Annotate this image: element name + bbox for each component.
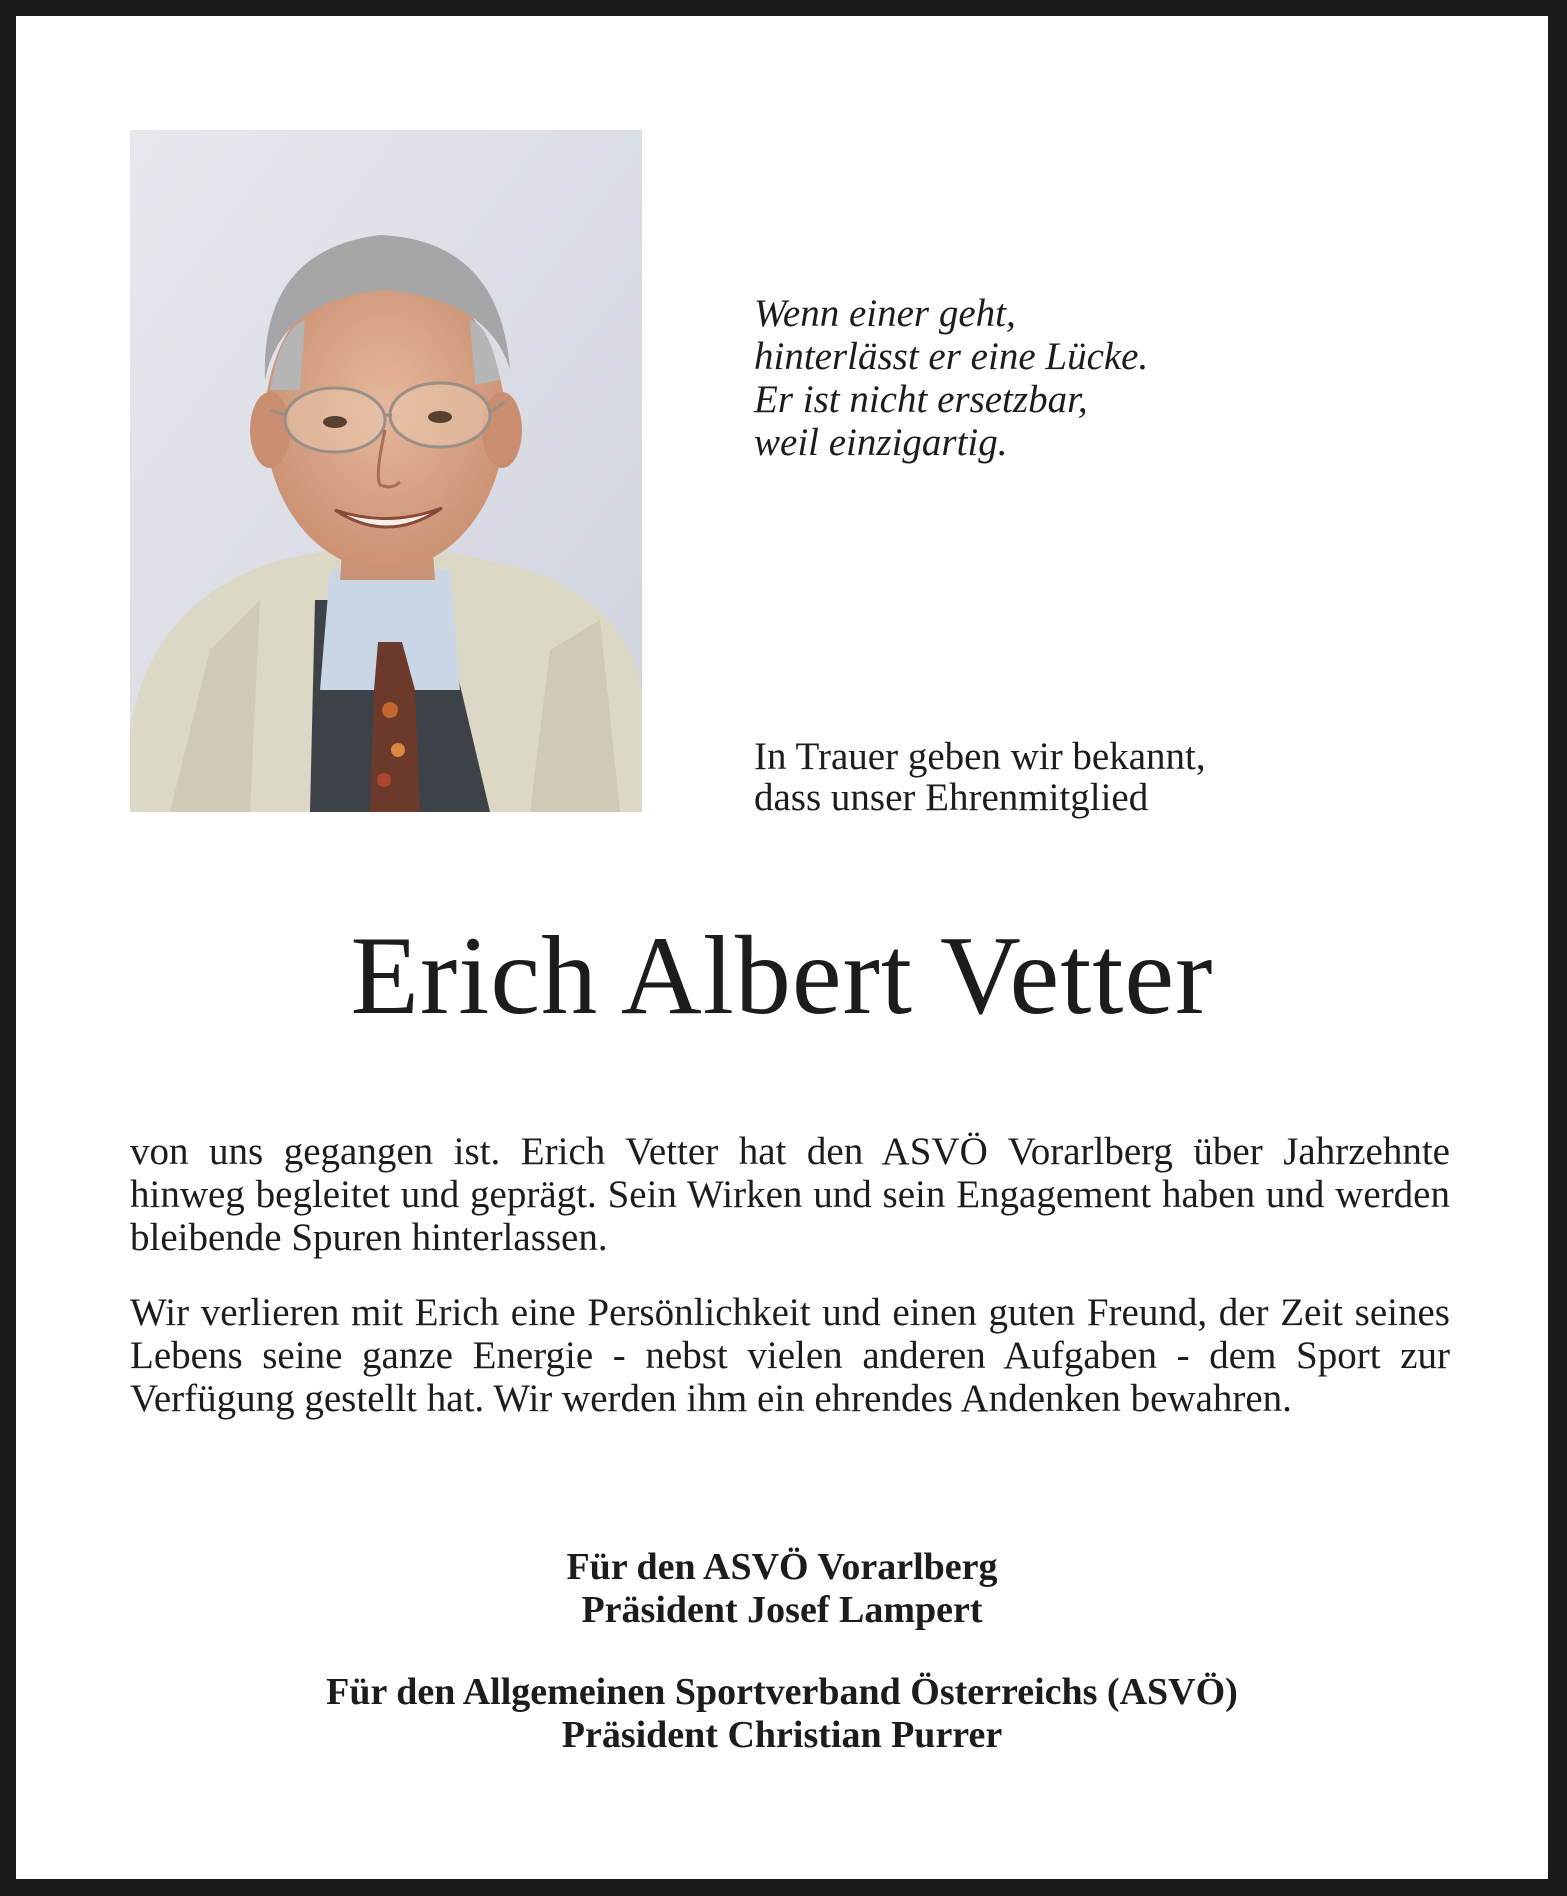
signature-organization: Für den Allgemeinen Sportverband Österreichs (ASVÖ)	[326, 1671, 1238, 1713]
quote-line: Er ist nicht ersetzbar,	[754, 378, 1088, 421]
announcement-intro	[754, 736, 1206, 818]
signature-block	[16, 1671, 1548, 1757]
quote-line: weil einzigartig.	[754, 421, 1008, 464]
intro-line: In Trauer geben wir bekannt,	[754, 735, 1206, 778]
signature-block	[16, 1546, 1548, 1632]
signature-person: Präsident Josef Lampert	[581, 1589, 983, 1631]
portrait-illustration	[130, 130, 642, 812]
deceased-name: Erich Albert Vetter	[350, 914, 1214, 1038]
memorial-quote	[754, 292, 1148, 464]
obituary-card	[16, 16, 1548, 1879]
body-paragraph: Wir verlieren mit Erich eine Persönlichkeit und einen guten Freund, der Zeit seines Lebens seine ganze Energie - nebst vielen anderen Aufgaben - dem Sport zur Verfügung gestellt hat. Wir werden ihm ein ehrendes Andenken bewahren.	[130, 1291, 1450, 1420]
quote-line: hinterlässt er eine Lücke.	[754, 335, 1149, 378]
portrait-photo	[130, 130, 642, 812]
body-paragraph: von uns gegangen ist. Erich Vetter hat den ASVÖ Vorarlberg über Jahrzehnte hinweg begleitet und geprägt. Sein Wirken und sein Engagement haben und werden bleibende Spuren hinterlassen.	[130, 1130, 1450, 1259]
quote-line: Wenn einer geht,	[754, 292, 1016, 335]
signature-organization: Für den ASVÖ Vorarlberg	[566, 1546, 998, 1588]
signature-person: Präsident Christian Purrer	[561, 1714, 1003, 1756]
intro-line: dass unser Ehrenmitglied	[754, 776, 1149, 819]
